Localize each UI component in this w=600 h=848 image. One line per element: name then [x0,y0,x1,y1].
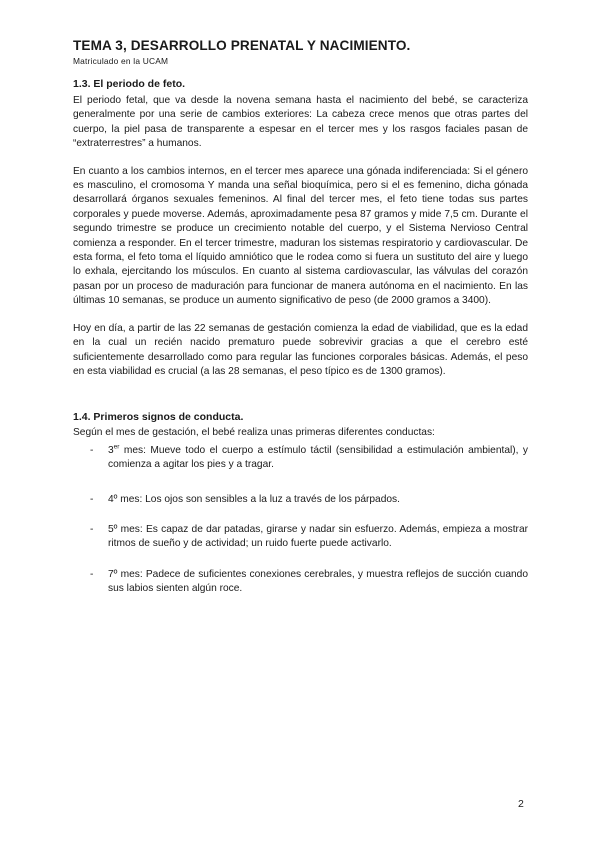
behavior-list [73,444,528,597]
section-heading-fetal-period: 1.3. El periodo de feto. [73,78,186,90]
bullet-dash: - [90,493,94,505]
paragraph-external-changes: El periodo fetal, que va desde la novena semana hasta el nacimiento del bebé, se caracteriza generalmente por una serie de cambios exteriores: La cabeza crece menos que otras partes del cuerpo, la piel pasa de transparente a espesar en el tercer mes y los rasgos faciales pasan de “extraterrestres” a humanos. [73,95,528,150]
month-superscript: er [113,443,120,451]
paragraph-behavior-intro: Según el mes de gestación, el bebé realiza unas primeras diferentes conductas: [73,427,435,439]
bullet-dash: - [90,444,94,456]
bullet-dash: - [90,568,94,580]
month-number: 3 [108,444,114,456]
list-item-month-3 [73,444,528,473]
list-item-month-5 [73,523,528,552]
list-item-text: 7º mes: Padece de suficientes conexiones cerebrales, y muestra reflejos de succión cuando sus labios sienten algún roce. [108,568,528,595]
bullet-dash: - [90,523,94,535]
list-item-month-7 [73,568,528,597]
list-item-text: 4º mes: Los ojos son sensibles a la luz a través de los párpados. [108,493,400,505]
list-item-text: mes: Mueve todo el cuerpo a estímulo táctil (sensibilidad a estimulación ambiental), y comienza a agitar los pies y a tragar. [108,444,528,471]
document-subtitle: Matriculado en la UCAM [73,56,169,66]
page-number: 2 [518,798,524,810]
list-item-month-4 [73,493,528,507]
section-heading-behavior-signs: 1.4. Primeros signos de conducta. [73,411,244,424]
list-item-text: 5º mes: Es capaz de dar patadas, girarse y nadar sin esfuerzo. Además, empieza a mostrar ritmos de sueño y de actividad; un ruido fuerte puede activarlo. [108,523,528,550]
paragraph-internal-changes: En cuanto a los cambios internos, en el tercer mes aparece una gónada indiferenciada: Si el género es masculino, el cromosoma Y manda una señal bioquímica, pero si el es femenino, dicha gónada desarrollará órganos sexuales femeninos. Al final del tercer mes, el feto tiene todas sus partes corporales y puede moverse. Además, aproximadamente pesa 87 gramos y mide 7,5 cm. Durante el segundo trimestre se produce un crecimiento notable del cuerpo, y el Sistema Nervioso Central comienza a responder. En el tercer trimestre, maduran los sistemas respiratorio y cardiovascular. De esta forma, el feto toma el líquido amniótico que le rodea como si fuera un sustituto del aire y luego lo exhala, ejercitando los músculos. En cuanto al sistema cardiovascular, las válvulas del corazón pasan por un proceso de maduración para funcionar de manera autónoma en el nacimiento. En las últimas 10 semanas, se produce un aumento significativo de peso (de 2000 gramos a 3400). [73,165,528,307]
paragraph-viability: Hoy en día, a partir de las 22 semanas de gestación comienza la edad de viabilidad, que es la edad en la cual un recién nacido prematuro puede sobrevivir gracias a que el cerebro esté suficientemente desarrollado como para regular las funciones corporales básicas. Además, el peso en esta viabilidad es crucial (a las 28 semanas, el peso típico es de 1300 gramos). [73,322,528,377]
document-title: TEMA 3, DESARROLLO PRENATAL Y NACIMIENTO. [73,38,411,53]
document-page [73,38,528,613]
